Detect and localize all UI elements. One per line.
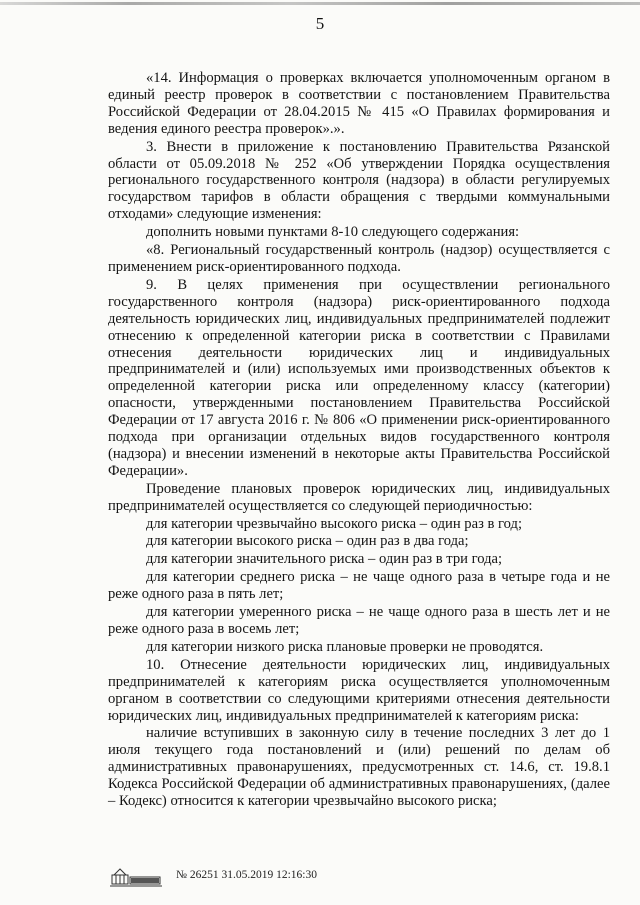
paragraph: дополнить новыми пунктами 8-10 следующего содержания: xyxy=(146,224,520,241)
paragraph: для категории чрезвычайно высокого риска – один раз в год; xyxy=(146,515,522,532)
document-registration-number: № 26251 31.05.2019 12:16:30 xyxy=(176,869,317,881)
paragraph: для категории высокого риска – один раз в два года; xyxy=(146,533,469,550)
paragraph: для категории низкого риска плановые проверки не проводятся. xyxy=(146,638,544,655)
paragraph: наличие вступивших в законную силу в течение последних 3 лет до 1 июля текущего года постановлений и (или) решений по делам об административных правонарушениях, предусмотренных ст. 14.6, ст. 19.8.1 Кодекса Российской Федерации об административных правонарушениях, (далее – Кодекс) относится к категории чрезвычайно высокого риска; xyxy=(108,725,610,810)
paragraph: для категории умеренного риска – не чаще одного раза в шесть лет и не реже одного раза в восемь лет; xyxy=(108,604,610,637)
paragraph: для категории среднего риска – не чаще одного раза в четыре года и не реже одного раза в пять лет; xyxy=(108,569,610,603)
page-number: 5 xyxy=(315,14,325,33)
paragraph: 3. Внести в приложение к постановлению Правительства Рязанской области от 05.09.2018 № 252 «Об утверждении Порядка осуществления регионального государственного контроля (надзора) в области регулируемых государством тарифов в области обращения с твердыми коммунальными отходами» следующие изменения: xyxy=(108,138,610,223)
paragraph: «14. Информация о проверках включается уполномоченным органом в единый реестр проверок в соответствии с постановлением Правительства Российской Федерации от 28.04.2015 № 415 «О Правилах формирования и ведения единого реестра проверок».». xyxy=(108,70,610,137)
paragraph: 10. Отнесение деятельности юридических лиц, индивидуальных предпринимателей к категориям риска осуществляется уполномоченным органом в соответствии со следующими критериями отнесения деятельности юридических лиц, индивидуальных предпринимателей к категориям риска: xyxy=(108,656,610,724)
paragraph: 9. В целях применения при осуществлении регионального государственного контроля (надзора) риск-ориентированного подхода деятельность юридических лиц, индивидуальных предпринимателей подлежит отнесению к определенной категории риска в соответствии с Правилами отнесения деятельности юридических лиц и индивидуальных предпринимателей и (или) используемых ими производственных объектов к определенной категории риска или определенному классу (категории) опасности, утвержденными постановлением Правительства Российской Федерации от 17 августа 2016 г. № 806 «О применении риск-ориентированного подхода при организации отдельных видов государственного контроля (надзора) и внесении изменений в некоторые акты Правительства Российской Федерации». xyxy=(108,276,610,479)
scan-edge xyxy=(0,2,640,5)
paragraph: для категории значительного риска – один раз в три года; xyxy=(146,551,503,568)
document-body xyxy=(108,70,610,811)
registry-logo-icon xyxy=(108,866,164,888)
footer xyxy=(108,866,428,888)
paragraph: «8. Региональный государственный контроль (надзор) осуществляется с применением риск-ориентированного подхода. xyxy=(108,242,610,275)
paragraph: Проведение плановых проверок юридических лиц, индивидуальных предпринимателей осуществляется со следующей периодичностью: xyxy=(108,480,610,514)
